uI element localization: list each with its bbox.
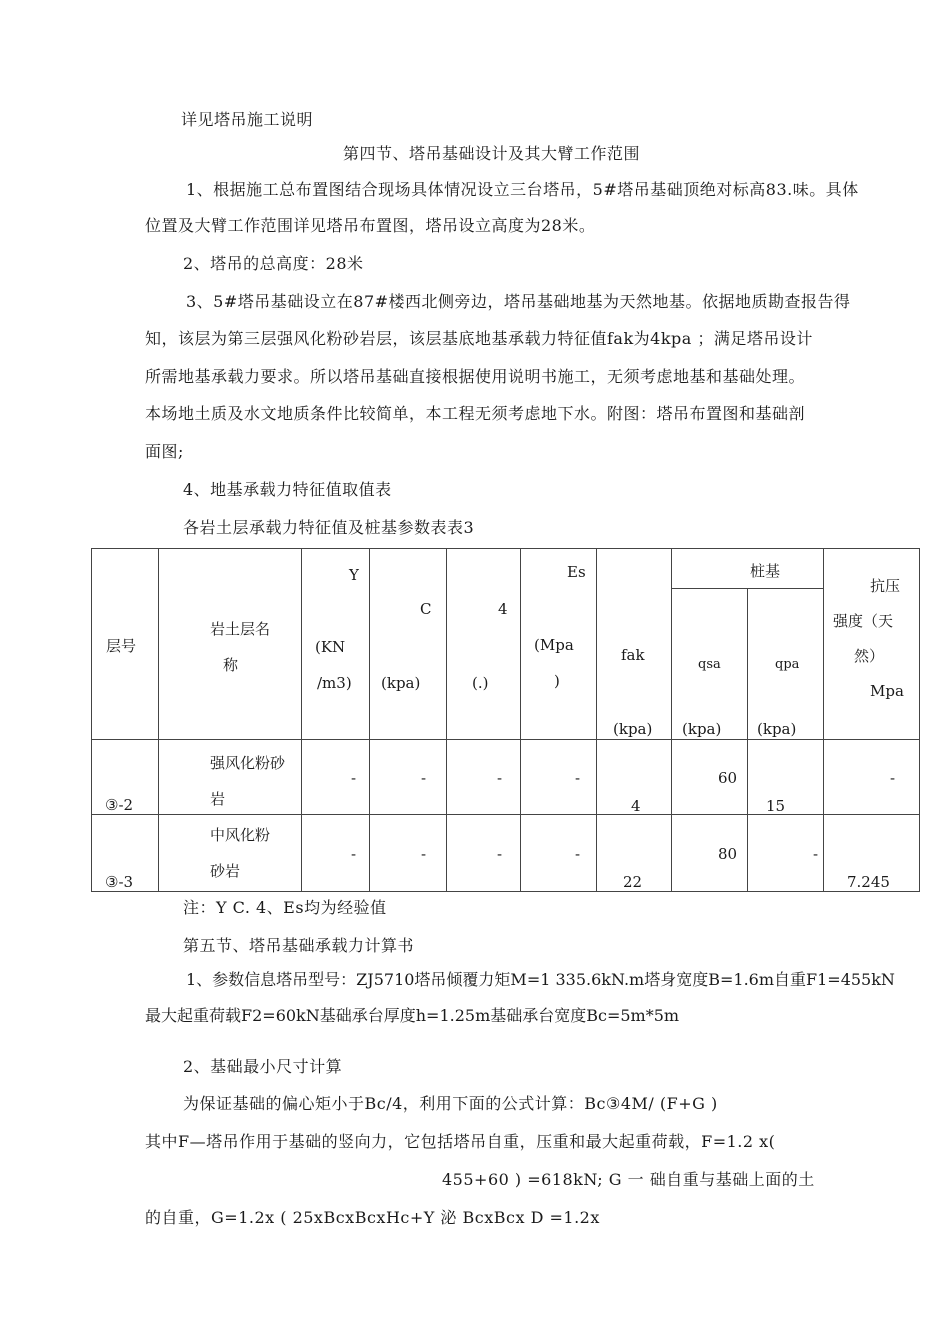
header-strength: 抗压 (870, 577, 901, 595)
text-line: 2、塔吊的总高度：28米 (183, 254, 364, 273)
text-line: 最大起重荷载F2=60kN基础承台厚度h=1.25m基础承台宽度Bc=5m*5m (145, 1006, 680, 1025)
table-cell-name: 中风化粉 (210, 826, 271, 844)
table-cell-y: - (351, 845, 357, 863)
header-cohesion: C (420, 600, 432, 618)
section-heading: 第五节、塔吊基础承载力计算书 (183, 936, 415, 955)
table-cell-strength: 7.245 (847, 873, 890, 891)
header-unit-weight-unit: (KN (315, 638, 346, 656)
table-cell-qpa: - (813, 845, 819, 863)
table-cell-es: - (575, 845, 581, 863)
text-line: 详见塔吊施工说明 (181, 110, 314, 129)
text-line: 2、基础最小尺寸计算 (183, 1057, 343, 1076)
header-qsa-unit: (kpa) (682, 720, 722, 738)
header-strength-unit: Mpa (870, 682, 904, 700)
text-line: 1、根据施工总布置图结合现场具体情况设立三台塔吊，5#塔吊基础顶绝对标高83.味。具体 (186, 180, 859, 199)
header-cohesion-unit: (kpa) (381, 674, 421, 692)
table-cell-c: - (421, 769, 427, 787)
bearing-capacity-table (91, 548, 920, 892)
text-line: 面图; (145, 442, 184, 461)
text-line: 3、5#塔吊基础设立在87#楼西北侧旁边，塔吊基础地基为天然地基。依据地质勘查报告得 (186, 292, 851, 311)
header-name: 称 (223, 656, 239, 674)
text-line: 4、地基承载力特征值取值表 (183, 480, 392, 499)
header-friction-angle: 4 (498, 600, 508, 618)
table-cell-fak: 22 (623, 873, 643, 891)
header-modulus-unit: (Mpa (534, 636, 574, 654)
header-qpa: qpa (775, 657, 800, 672)
table-cell-name: 强风化粉砂 (210, 754, 286, 772)
table-cell-name: 砂岩 (210, 862, 241, 880)
table-note: 注：Y C. 4、Es均为经验值 (183, 898, 387, 917)
text-line: 455+60 ) =618kN; G 一 础自重与基础上面的土 (442, 1170, 815, 1189)
header-unit-weight: Y (349, 566, 359, 584)
text-line: 的自重，G=1.2x ( 25xBcxBcxHc+Y 泌 BcxBcx D =1.2x (145, 1208, 600, 1227)
header-fak: fak (621, 646, 645, 664)
text-line: 位置及大臂工作范围详见塔吊布置图，塔吊设立高度为28米。 (145, 216, 596, 235)
table-cell-layer: ③-2 (105, 796, 134, 814)
header-modulus-unit: ) (554, 672, 560, 690)
section-heading: 第四节、塔吊基础设计及其大臂工作范围 (343, 144, 641, 163)
header-friction-angle-unit: (.) (472, 674, 489, 692)
table-cell-phi: - (497, 769, 503, 787)
header-layer: 层号 (106, 637, 137, 655)
header-strength: 强度（天 (833, 612, 894, 630)
header-qpa-unit: (kpa) (757, 720, 797, 738)
text-line: 其中F—塔吊作用于基础的竖向力，它包括塔吊自重，压重和最大起重荷载，F=1.2 x( (145, 1132, 776, 1151)
table-cell-c: - (421, 845, 427, 863)
header-name: 岩土层名 (210, 620, 271, 638)
text-line: 所需地基承载力要求。所以塔吊基础直接根据使用说明书施工，无须考虑地基和基础处理。 (145, 367, 806, 386)
table-caption: 各岩土层承载力特征值及桩基参数表表3 (183, 518, 475, 537)
table-cell-strength: - (890, 769, 896, 787)
table-cell-fak: 4 (631, 797, 641, 815)
header-pile: 桩基 (750, 562, 781, 580)
header-fak-unit: (kpa) (613, 720, 653, 738)
table-cell-qsa: 60 (718, 769, 738, 787)
table-cell-qpa: 15 (766, 797, 786, 815)
text-line: 1、参数信息塔吊型号：ZJ5710塔吊倾覆力矩M=1 335.6kN.m塔身宽度B=1.6m自重F1=455kN (186, 970, 895, 989)
text-line: 知，该层为第三层强风化粉砂岩层，该层基底地基承载力特征值fak为4kpa ；满足塔吊设计 (145, 329, 813, 348)
header-qsa: qsa (698, 657, 721, 672)
text-line: 本场地土质及水文地质条件比较简单，本工程无须考虑地下水。附图：塔吊布置图和基础剖 (145, 404, 806, 423)
header-strength: 然） (854, 647, 885, 665)
table-cell-qsa: 80 (718, 845, 738, 863)
table-cell-y: - (351, 769, 357, 787)
header-unit-weight-unit: /m3) (317, 674, 352, 692)
text-line: 为保证基础的偏心矩小于Bc/4，利用下面的公式计算：Bc③4M/ (F+G ) (183, 1094, 718, 1113)
table-cell-es: - (575, 769, 581, 787)
table-cell-layer: ③-3 (105, 873, 134, 891)
table-cell-name: 岩 (210, 790, 226, 808)
table-cell-phi: - (497, 845, 503, 863)
header-modulus: Es (567, 563, 586, 581)
